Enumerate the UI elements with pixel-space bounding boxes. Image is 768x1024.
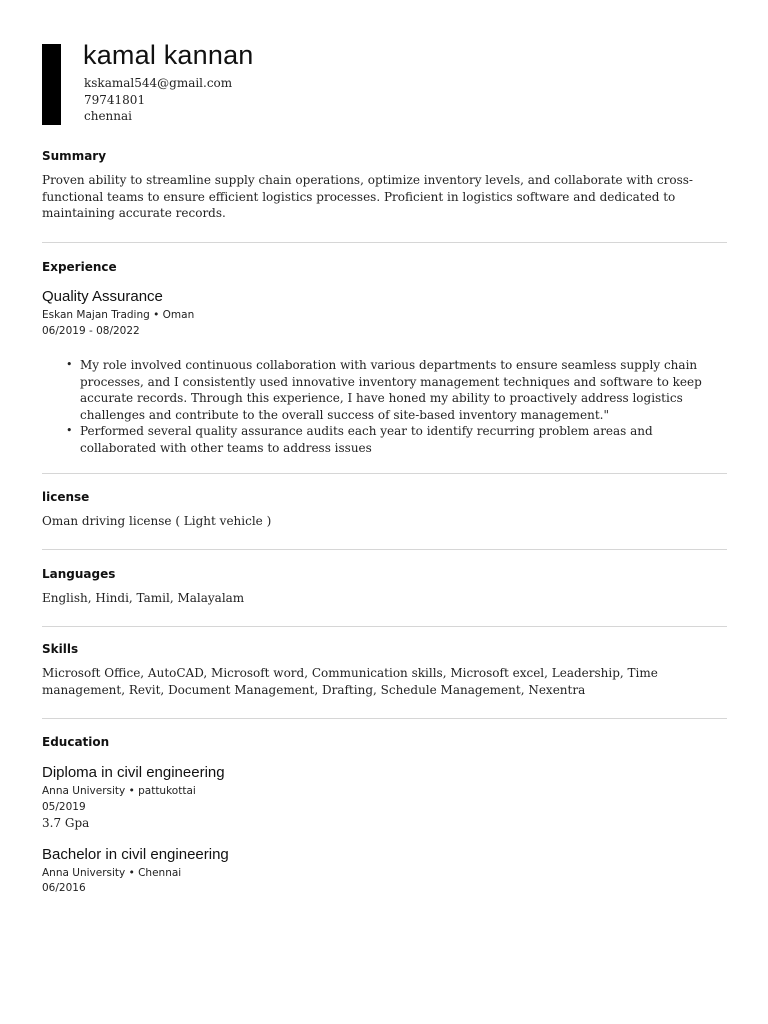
- candidate-name: kamal kannan: [83, 40, 254, 70]
- skills-section: [42, 642, 727, 698]
- education-date: 05/2019: [42, 800, 86, 813]
- contact-info: [84, 75, 232, 125]
- divider: [42, 549, 727, 550]
- job-role: Quality Assurance: [42, 288, 163, 305]
- contact-phone: 79741801: [84, 92, 146, 107]
- education-gpa: 3.7 Gpa: [42, 816, 90, 830]
- job-dates: 06/2019 - 08/2022: [42, 324, 140, 337]
- languages-text: English, Hindi, Tamil, Malayalam: [42, 591, 245, 605]
- divider: [42, 626, 727, 627]
- job-company-location: Eskan Majan Trading • Oman: [42, 309, 195, 321]
- header-accent-bar: [42, 44, 61, 125]
- license-section: [42, 490, 727, 530]
- contact-city: chennai: [84, 109, 132, 123]
- job-bullet: • My role involved continuous collaboration with various departments to ensure seamless supply chain processes, and I consistently used innovative inventory management techniques and software to keep accurate records. Through this experience, I have honed my ability to proactively address logistics challenges and contribute to the overall success of site-based inventory management.": [80, 357, 727, 423]
- experience-heading: Experience: [42, 260, 117, 274]
- education-degree: Bachelor in civil engineering: [42, 845, 229, 863]
- job-bullet-list: [42, 357, 727, 456]
- license-heading: license: [42, 490, 90, 504]
- education-section: [42, 735, 727, 897]
- license-text: Oman driving license ( Light vehicle ): [42, 514, 272, 528]
- contact-email: kskamal544@gmail.com: [84, 76, 233, 90]
- skills-heading: Skills: [42, 642, 79, 656]
- education-school-location: Anna University • Chennai: [42, 866, 182, 879]
- divider: [42, 718, 727, 719]
- summary-text: Proven ability to streamline supply chain operations, optimize inventory levels, and collaborate with cross-functional teams to ensure efficient logistics processes. Proficient in logistics software and dedicated to maintaining accurate records.: [42, 173, 693, 220]
- languages-section: [42, 567, 727, 607]
- summary-section: [42, 149, 727, 222]
- languages-heading: Languages: [42, 567, 116, 581]
- education-degree: Diploma in civil engineering: [42, 764, 225, 781]
- education-school-location: Anna University • pattukottai: [42, 785, 196, 797]
- skills-text: Microsoft Office, AutoCAD, Microsoft word, Communication skills, Microsoft excel, Leadership, Time management, Revit, Document Management, Drafting, Schedule Management, Nexentra: [42, 666, 658, 697]
- experience-section: [42, 260, 727, 456]
- job-bullet: • Performed several quality assurance audits each year to identify recurring problem areas and collaborated with other teams to address issues: [80, 423, 727, 456]
- education-date: 06/2016: [42, 882, 86, 894]
- divider: [42, 242, 727, 243]
- summary-heading: Summary: [42, 149, 107, 163]
- divider: [42, 473, 727, 474]
- education-heading: Education: [42, 735, 110, 749]
